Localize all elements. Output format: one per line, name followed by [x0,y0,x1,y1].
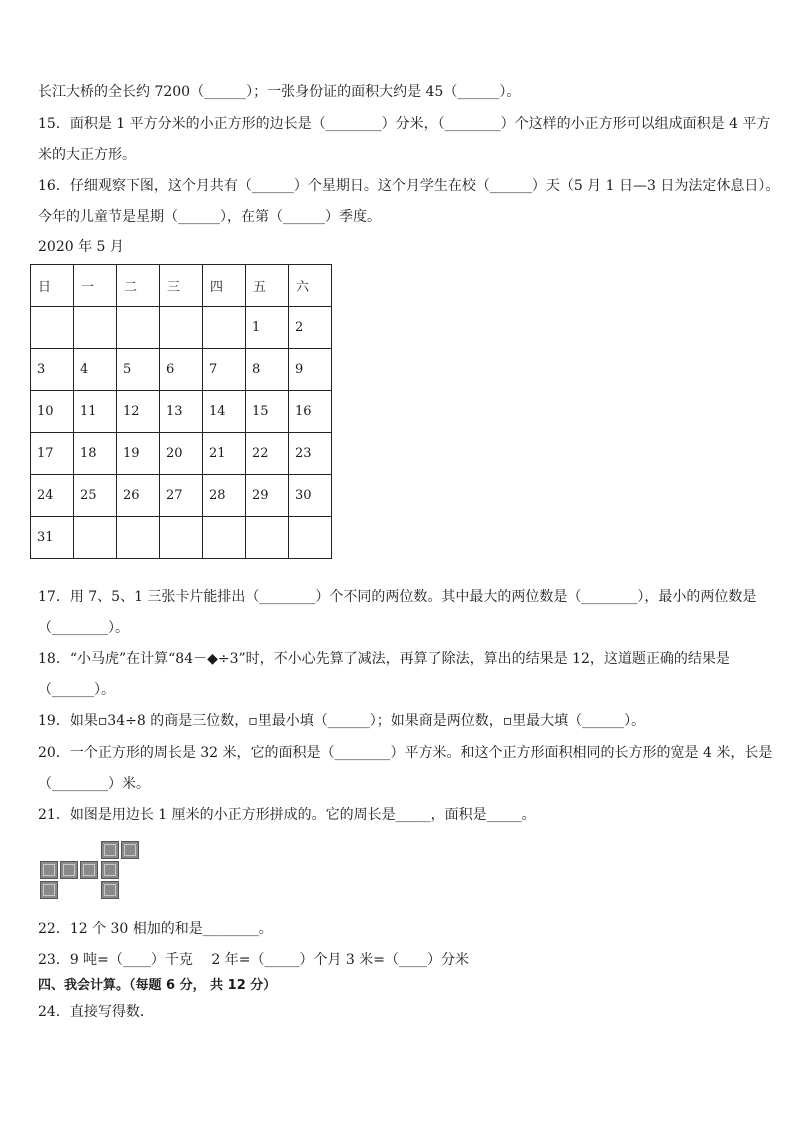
calendar-day-cell: 29 [246,475,289,517]
question-20-line-2: （________）米。 [38,776,150,792]
calendar-day-cell: 10 [31,391,74,433]
question-17-line-2: （________）。 [38,620,129,636]
calendar-day-cell: 27 [160,475,203,517]
calendar-week-row [31,307,332,349]
question-17-line-1: 17．用 7、5、1 三张卡片能排出（________）个不同的两位数。其中最大的两位数是（________），最小的两位数是 [38,589,757,605]
calendar-day-cell: 8 [246,349,289,391]
calendar-day-cell [203,517,246,559]
question-21-line: 21．如图是用边长 1 厘米的小正方形拼成的。它的周长是_____，面积是_____。 [38,807,536,823]
calendar-day-cell: 4 [74,349,117,391]
calendar-day-cell [74,307,117,349]
calendar-day-cell: 15 [246,391,289,433]
calendar-day-cell: 12 [117,391,160,433]
calendar-day-cell: 30 [289,475,332,517]
calendar-day-cell: 23 [289,433,332,475]
calendar-table [30,264,332,559]
calendar-day-cell: 7 [203,349,246,391]
calendar-day-cell: 31 [31,517,74,559]
section-4-heading: 四、我会计算。（每题 6 分， 共 12 分） [38,978,277,993]
calendar-day-cell: 24 [31,475,74,517]
question-18-line-1: 18．“小马虎”在计算“84－◆÷3”时，不小心先算了减法，再算了除法，算出的结果是 12，这道题正确的结果是 [38,651,730,667]
calendar-day-cell: 14 [203,391,246,433]
calendar-header-cell: 五 [246,265,289,307]
calendar-week-row [31,349,332,391]
calendar-day-cell [117,517,160,559]
question-16-line-1: 16．仔细观察下图，这个月共有（______）个星期日。这个月学生在校（______）天（5 月 1 日—3 日为法定休息日）。 [38,178,780,194]
calendar-day-cell: 18 [74,433,117,475]
calendar-day-cell: 25 [74,475,117,517]
calendar-day-cell: 3 [31,349,74,391]
calendar-header-cell: 四 [203,265,246,307]
question-24-line: 24．直接写得数． [38,1004,154,1020]
question-22-line: 22．12 个 30 相加的和是________。 [38,921,273,937]
calendar-day-cell: 21 [203,433,246,475]
calendar-day-cell: 1 [246,307,289,349]
calendar-day-cell: 9 [289,349,332,391]
calendar-week-row [31,475,332,517]
calendar-day-cell: 11 [74,391,117,433]
calendar-title: 2020 年 5 月 [38,239,124,255]
question-19-line: 19．如果▫34÷8 的商是三位数，▫里最小填（______）；如果商是两位数，▫里最大填（______）。 [38,713,646,729]
calendar-day-cell [160,517,203,559]
calendar-day-cell: 5 [117,349,160,391]
text-line-prev-question: 长江大桥的全长约 7200（______）；一张身份证的面积大约是 45（______）。 [38,84,521,100]
calendar-day-cell: 16 [289,391,332,433]
calendar-week-row [31,433,332,475]
calendar-day-cell: 19 [117,433,160,475]
question-15-line-1: 15．面积是 1 平方分米的小正方形的边长是（________）分米，（________）个这样的小正方形可以组成面积是 4 平方 [38,116,771,132]
calendar-day-cell: 26 [117,475,160,517]
square-tile [121,841,139,859]
calendar-header-cell: 六 [289,265,332,307]
calendar-day-cell [74,517,117,559]
calendar-day-cell [160,307,203,349]
calendar-day-cell: 2 [289,307,332,349]
calendar-day-cell: 28 [203,475,246,517]
calendar-day-cell: 17 [31,433,74,475]
calendar-day-cell: 13 [160,391,203,433]
square-tile [101,861,119,879]
square-tile [40,881,58,899]
calendar-day-cell: 20 [160,433,203,475]
calendar-header-cell: 日 [31,265,74,307]
calendar-day-cell [117,307,160,349]
question-18-line-2: （______）。 [38,682,115,698]
calendar-day-cell [203,307,246,349]
square-tile [60,861,78,879]
calendar-day-cell: 6 [160,349,203,391]
calendar-header-cell: 一 [74,265,117,307]
calendar-day-cell [246,517,289,559]
calendar-header-cell: 二 [117,265,160,307]
calendar-day-cell [31,307,74,349]
square-tile [40,861,58,879]
calendar-week-row [31,391,332,433]
calendar-week-row [31,517,332,559]
calendar-header-row [31,265,332,307]
square-tile [101,841,119,859]
question-23-line: 23．9 吨=（____）千克 2 年=（_____）个月 3 米=（____）分米 [38,952,469,968]
question-16-line-2: 今年的儿童节是星期（______），在第（______）季度。 [38,209,381,225]
calendar-day-cell: 22 [246,433,289,475]
question-20-line-1: 20．一个正方形的周长是 32 米，它的面积是（________）平方米。和这个正方形面积相同的长方形的宽是 4 米，长是 [38,745,773,761]
square-tile [80,861,98,879]
calendar-header-cell: 三 [160,265,203,307]
square-tile [101,881,119,899]
calendar-day-cell [289,517,332,559]
question-15-line-2: 米的大正方形。 [38,147,136,163]
